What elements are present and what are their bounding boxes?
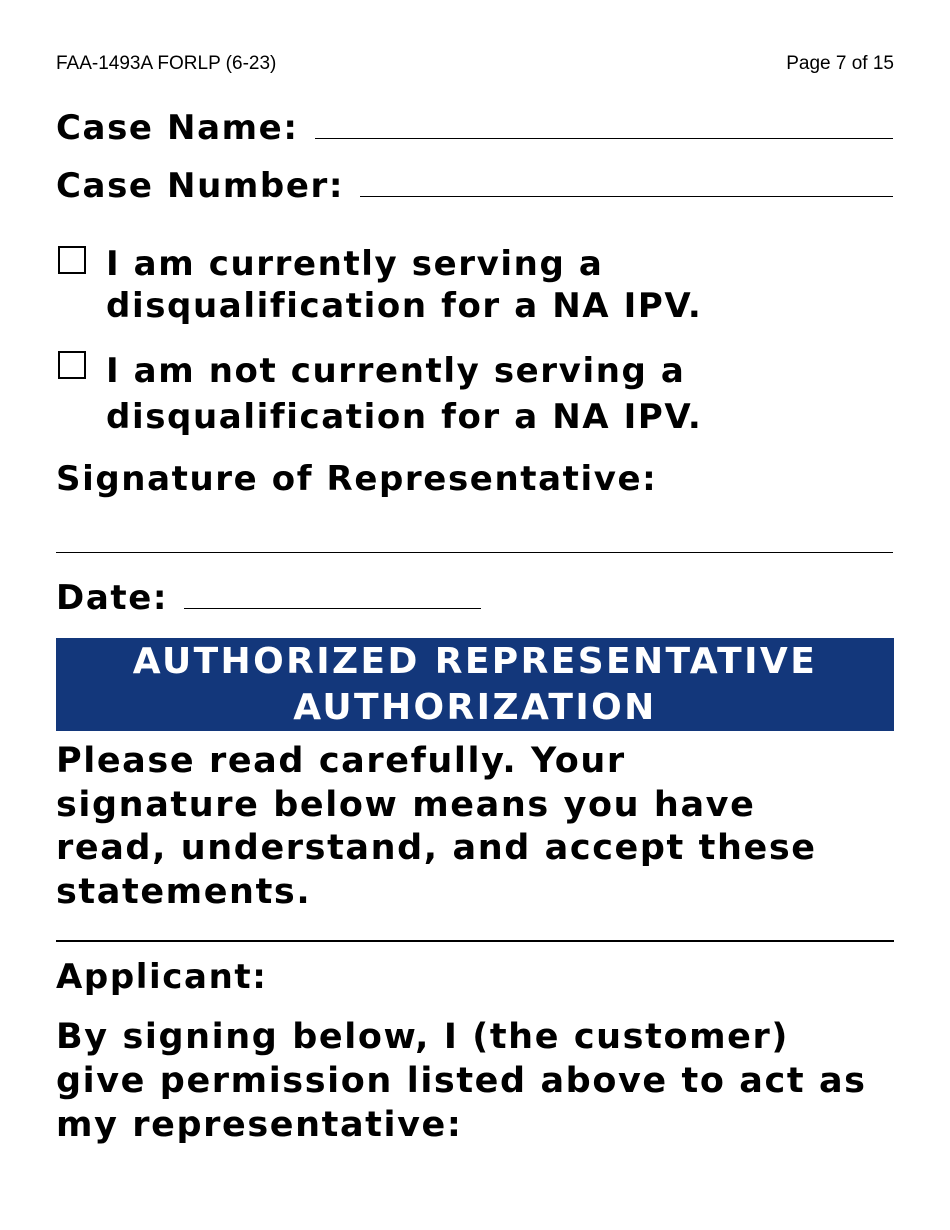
consent-line: my representative:: [56, 1105, 463, 1145]
signature-label: Signature of Representative:: [56, 459, 658, 499]
section-divider: [56, 940, 894, 942]
signature-line[interactable]: [56, 552, 893, 553]
instructions-line: read, understand, and accept these: [56, 828, 817, 868]
checkbox-label: [106, 243, 702, 327]
case-number-label: Case Number:: [56, 166, 345, 206]
case-number-input-line[interactable]: [360, 195, 893, 197]
applicant-label: Applicant:: [56, 957, 268, 997]
serving-disqualification-checkbox[interactable]: [58, 246, 86, 274]
form-id: FAA-1493A FORLP (6-23): [56, 53, 277, 74]
date-field: [56, 578, 481, 618]
instructions-line: Please read carefully. Your: [56, 741, 626, 781]
consent-line: By signing below, I (the customer): [56, 1017, 789, 1057]
case-number-field: [56, 166, 893, 206]
case-name-label: Case Name:: [56, 108, 299, 148]
page-number: Page 7 of 15: [786, 53, 894, 74]
case-name-field: [56, 108, 893, 148]
checkbox-label-line: I am not currently serving a: [106, 351, 686, 391]
banner-title-line: AUTHORIZED REPRESENTATIVE: [132, 641, 818, 682]
instructions-text: [56, 740, 896, 914]
checkbox-label: [106, 348, 702, 440]
date-input-line[interactable]: [184, 607, 481, 609]
instructions-line: statements.: [56, 871, 312, 912]
checkbox-label-line: I am currently serving a: [106, 244, 604, 284]
date-label: Date:: [56, 578, 169, 618]
checkbox-label-line: disqualification for a NA IPV.: [106, 397, 703, 437]
banner-title-line: AUTHORIZATION: [293, 687, 657, 728]
not-serving-disqualification-checkbox[interactable]: [58, 351, 86, 379]
section-banner: [56, 638, 894, 731]
instructions-line: signature below means you have: [56, 784, 756, 825]
case-name-input-line[interactable]: [315, 137, 893, 139]
consent-line: give permission listed above to act as: [56, 1061, 867, 1101]
applicant-consent-text: [56, 1015, 906, 1147]
checkbox-label-line: disqualification for a NA IPV.: [106, 286, 703, 326]
